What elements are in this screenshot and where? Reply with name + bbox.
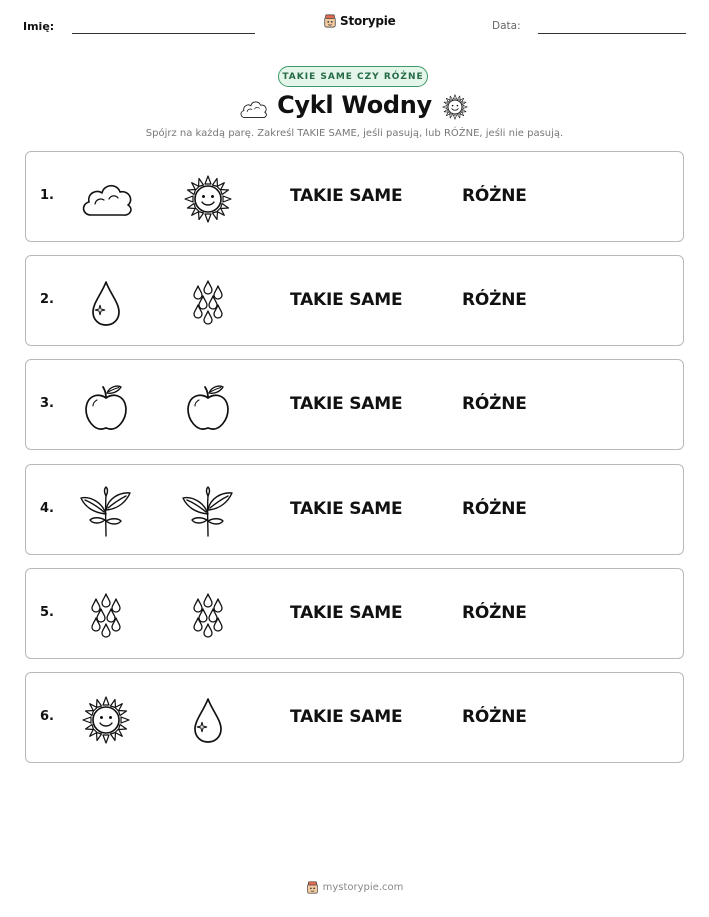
- sprout-icon: [180, 484, 236, 540]
- mascot-icon: [306, 880, 319, 895]
- instructions: Spójrz na każdą parę. Zakreśl TAKIE SAME, jeśli pasują, lub RÓŻNE, jeśli nie pasują.: [145, 128, 564, 139]
- page-title: Cykl Wodny: [277, 91, 432, 119]
- question-number: 4.: [40, 501, 54, 516]
- option-different[interactable]: RÓŻNE: [462, 394, 527, 414]
- question-row: [25, 568, 684, 659]
- option-same[interactable]: TAKIE SAME: [290, 186, 403, 206]
- cloud-icon: [238, 94, 268, 124]
- question-row: [25, 151, 684, 242]
- brand-name: Storypie: [340, 14, 396, 28]
- option-same[interactable]: TAKIE SAME: [290, 499, 403, 519]
- footer: [0, 880, 709, 895]
- option-different[interactable]: RÓŻNE: [462, 290, 527, 310]
- question-number: 3.: [40, 396, 54, 411]
- mascot-icon: [323, 13, 337, 29]
- raindrops-icon: [78, 588, 134, 644]
- worksheet-type-badge: TAKIE SAME CZY RÓŻNE: [278, 66, 428, 87]
- question-number: 2.: [40, 292, 54, 307]
- brand-logo: [323, 13, 396, 29]
- option-same[interactable]: TAKIE SAME: [290, 707, 403, 727]
- name-line[interactable]: [72, 33, 255, 34]
- sun-icon: [78, 692, 134, 748]
- raindrops-icon: [180, 588, 236, 644]
- option-different[interactable]: RÓŻNE: [462, 186, 527, 206]
- raindrops-icon: [180, 275, 236, 331]
- question-row: [25, 359, 684, 450]
- question-number: 5.: [40, 605, 54, 620]
- sun-icon: [440, 92, 470, 122]
- option-different[interactable]: RÓŻNE: [462, 603, 527, 623]
- question-number: 1.: [40, 188, 54, 203]
- question-row: [25, 672, 684, 763]
- water-drop-icon: [78, 275, 134, 331]
- sprout-icon: [78, 484, 134, 540]
- name-label: Imię:: [23, 20, 55, 33]
- cloud-icon: [78, 171, 134, 227]
- date-label: Data:: [492, 20, 521, 32]
- option-different[interactable]: RÓŻNE: [462, 707, 527, 727]
- option-same[interactable]: TAKIE SAME: [290, 290, 403, 310]
- option-same[interactable]: TAKIE SAME: [290, 603, 403, 623]
- question-row: [25, 464, 684, 555]
- date-line[interactable]: [538, 33, 686, 34]
- footer-url: mystorypie.com: [322, 882, 404, 893]
- option-same[interactable]: TAKIE SAME: [290, 394, 403, 414]
- sun-icon: [180, 171, 236, 227]
- water-drop-icon: [180, 692, 236, 748]
- option-different[interactable]: RÓŻNE: [462, 499, 527, 519]
- question-number: 6.: [40, 709, 54, 724]
- question-row: [25, 255, 684, 346]
- apple-icon: [78, 379, 134, 435]
- apple-icon: [180, 379, 236, 435]
